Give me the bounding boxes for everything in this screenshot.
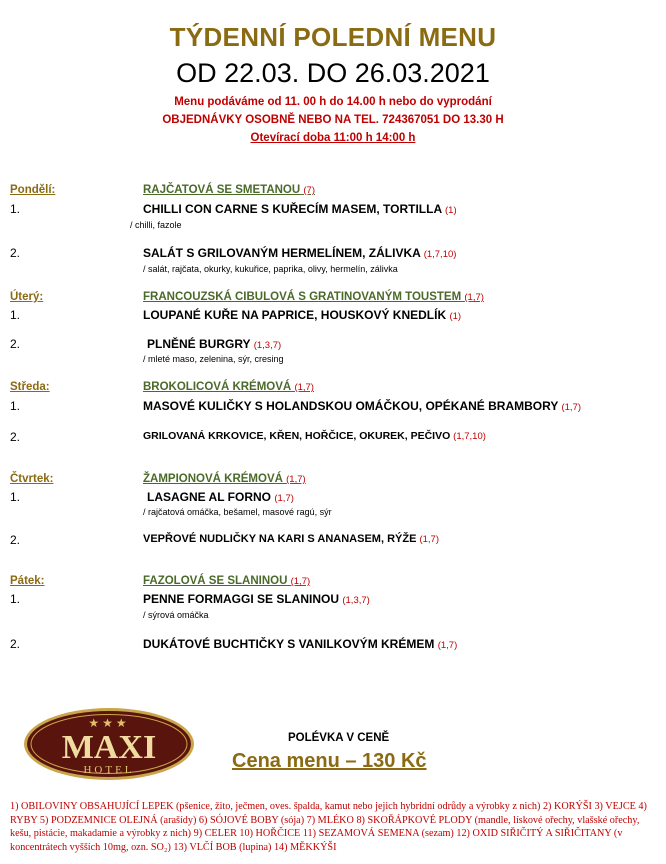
soup-of-day: FAZOLOVÁ SE SLANINOU (1,7) (143, 575, 311, 587)
dish-number: 2. (10, 533, 21, 547)
dish-number: 1. (10, 592, 21, 606)
day-label: Pondělí: (10, 184, 56, 196)
dish-description: / rajčatová omáčka, bešamel, masové ragú, sýr (143, 507, 332, 517)
dish-number: 1. (10, 399, 21, 413)
dish-name: PENNE FORMAGGI SE SLANINOU (1,3,7) (143, 592, 370, 606)
day-label: Pátek: (10, 575, 45, 587)
day-label: Čtvrtek: (10, 473, 54, 485)
soup-of-day: RAJČATOVÁ SE SMETANOU (7) (143, 184, 316, 196)
dish-name: LASAGNE AL FORNO (1,7) (147, 490, 294, 504)
logo-sub: HOTEL (83, 764, 135, 776)
soup-of-day: ŽAMPIONOVÁ KRÉMOVÁ (1,7) (143, 473, 306, 485)
order-info: OBJEDNÁVKY OSOBNĚ NEBO NA TEL. 724367051 DO 13.30 H (162, 114, 504, 126)
dish-number: 1. (10, 202, 21, 216)
day-label: Středa: (10, 381, 50, 393)
soup-allergens: (1,7) (290, 576, 311, 587)
dish-name: PLNĚNÉ BURGRY (1,3,7) (147, 337, 282, 351)
dish-allergens: (1,7,10) (453, 431, 486, 442)
dish-allergens: (1) (449, 311, 462, 322)
dish-allergens: (1,3,7) (253, 340, 282, 351)
date-range: OD 22.03. DO 26.03.2021 (176, 58, 490, 88)
dish-description: / salát, rajčata, okurky, kukuřice, paprika, olivy, hermelín, zálivka (143, 264, 398, 274)
menu-price: Cena menu – 130 Kč (232, 750, 427, 772)
dish-name: MASOVÉ KULIČKY S HOLANDSKOU OMÁČKOU, OPÉKANÉ BRAMBORY (1,7) (143, 399, 582, 413)
dish-allergens: (1,7) (419, 534, 440, 545)
dish-name: GRILOVANÁ KRKOVICE, KŘEN, HOŘČICE, OKUREK, PEČIVO (1,7,10) (143, 430, 486, 442)
dish-number: 1. (10, 490, 21, 504)
soup-allergens: (1,7) (294, 382, 314, 393)
dish-allergens: (1,7) (274, 493, 294, 504)
soup-of-day: FRANCOUZSKÁ CIBULOVÁ S GRATINOVANÝM TOUSTEM (1,7) (143, 291, 484, 303)
logo-brand: MAXI (61, 729, 157, 766)
soup-allergens: (7) (303, 185, 316, 196)
dish-number: 1. (10, 308, 21, 322)
dish-number: 2. (10, 246, 21, 260)
dish-number: 2. (10, 337, 21, 351)
serving-hours: Menu podáváme od 11. 00 h do 14.00 h nebo do vyprodání (174, 96, 492, 108)
dish-allergens: (1) (445, 205, 457, 216)
dish-number: 2. (10, 637, 21, 651)
soup-of-day: BROKOLICOVÁ KRÉMOVÁ (1,7) (143, 381, 314, 393)
allergens-legend: 1) OBILOVINY OBSAHUJÍCÍ LEPEK (pšenice, žito, ječmen, oves. špalda, kamut nebo jejich hybridní odrůdy a výrobky z nich) 2) KORÝŠI 3) VEJCE 4) RYBY 5) PODZEMNICE OLEJNÁ (arašídy) 6) SÓJOVÉ BOBY (sója) 7) MLÉKO 8) SKOŘÁPKOVÉ PLODY (mandle, lískové ořechy, vlašské ořechy, kešu, pistácie, makadamie a výrobky z nich) 9) CELER 10) HOŘČICE 11) SEZAMOVÁ SEMENA (sezam) 12) OXID SIŘIČITÝ A SIŘIČITANY (v koncentrátech vyšších 10mg, ozn. SO₂) 13) VLČÍ BOB (lupina) 14) MĚKKÝŠI (10, 801, 647, 853)
dish-allergens: (1,7,10) (423, 249, 457, 260)
dish-allergens: (1,7) (561, 402, 582, 413)
soup-allergens: (1,7) (286, 474, 306, 485)
dish-name: LOUPANÉ KUŘE NA PAPRICE, HOUSKOVÝ KNEDLÍK (1) (143, 308, 462, 322)
menu-title: TÝDENNÍ POLEDNÍ MENU (169, 22, 497, 52)
dish-number: 2. (10, 430, 21, 444)
dish-name: SALÁT S GRILOVANÝM HERMELÍNEM, ZÁLIVKA (1,7,10) (143, 246, 457, 260)
dish-description: / mleté maso, zelenina, sýr, cresing (143, 354, 284, 364)
logo-stars: ★★★ (88, 716, 130, 730)
dish-name: VEPŘOVÉ NUDLIČKY NA KARI S ANANASEM, RÝŽE (1,7) (143, 533, 440, 545)
dish-description: / chilli, fazole (130, 220, 182, 230)
maxi-hotel-logo (22, 706, 196, 782)
dish-name: CHILLI CON CARNE S KUŘECÍM MASEM, TORTILLA (1) (143, 202, 457, 216)
opening-hours: Otevírací doba 11:00 h 14:00 h (250, 132, 416, 144)
dish-description: / sýrová omáčka (143, 610, 209, 620)
soup-included-note: POLÉVKA V CENĚ (288, 732, 390, 744)
dish-allergens: (1,3,7) (342, 595, 370, 606)
dish-allergens: (1,7) (437, 640, 458, 651)
dish-name: DUKÁTOVÉ BUCHTIČKY S VANILKOVÝM KRÉMEM (1,7) (143, 637, 458, 651)
day-label: Úterý: (10, 291, 44, 303)
soup-allergens: (1,7) (464, 292, 484, 303)
